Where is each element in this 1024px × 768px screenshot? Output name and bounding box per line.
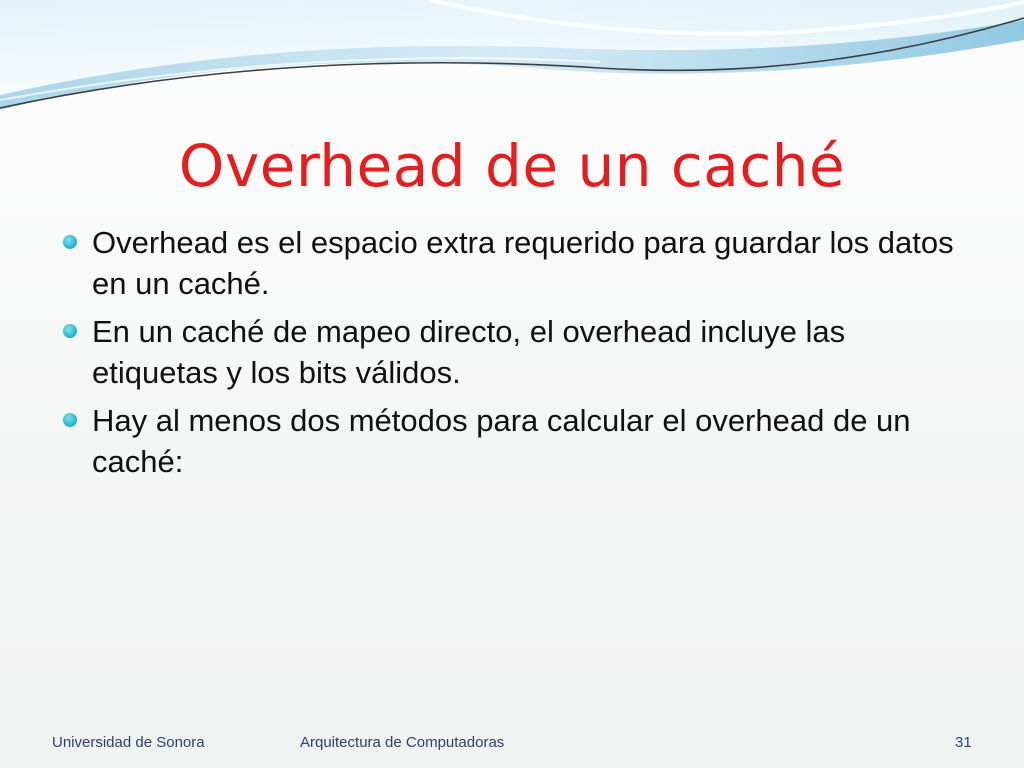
bullet-list — [62, 222, 962, 489]
slide-title: Overhead de un caché — [178, 132, 846, 200]
bullet-icon — [63, 413, 77, 427]
bullet-item — [62, 311, 962, 393]
bullet-item — [62, 222, 962, 304]
footer-course: Arquitectura de Computadoras — [300, 734, 505, 751]
header-wave-decoration — [0, 0, 1024, 140]
bullet-text: En un caché de mapeo directo, el overhead incluye las etiquetas y los bits válidos. — [92, 314, 846, 390]
bullet-icon — [63, 235, 77, 249]
bullet-text: Hay al menos dos métodos para calcular el overhead de un caché: — [92, 403, 911, 479]
footer-university: Universidad de Sonora — [52, 734, 205, 751]
bullet-item — [62, 400, 962, 482]
bullet-text: Overhead es el espacio extra requerido para guardar los datos en un caché. — [92, 225, 954, 301]
bullet-icon — [63, 324, 77, 338]
footer-page-number: 31 — [955, 734, 972, 751]
